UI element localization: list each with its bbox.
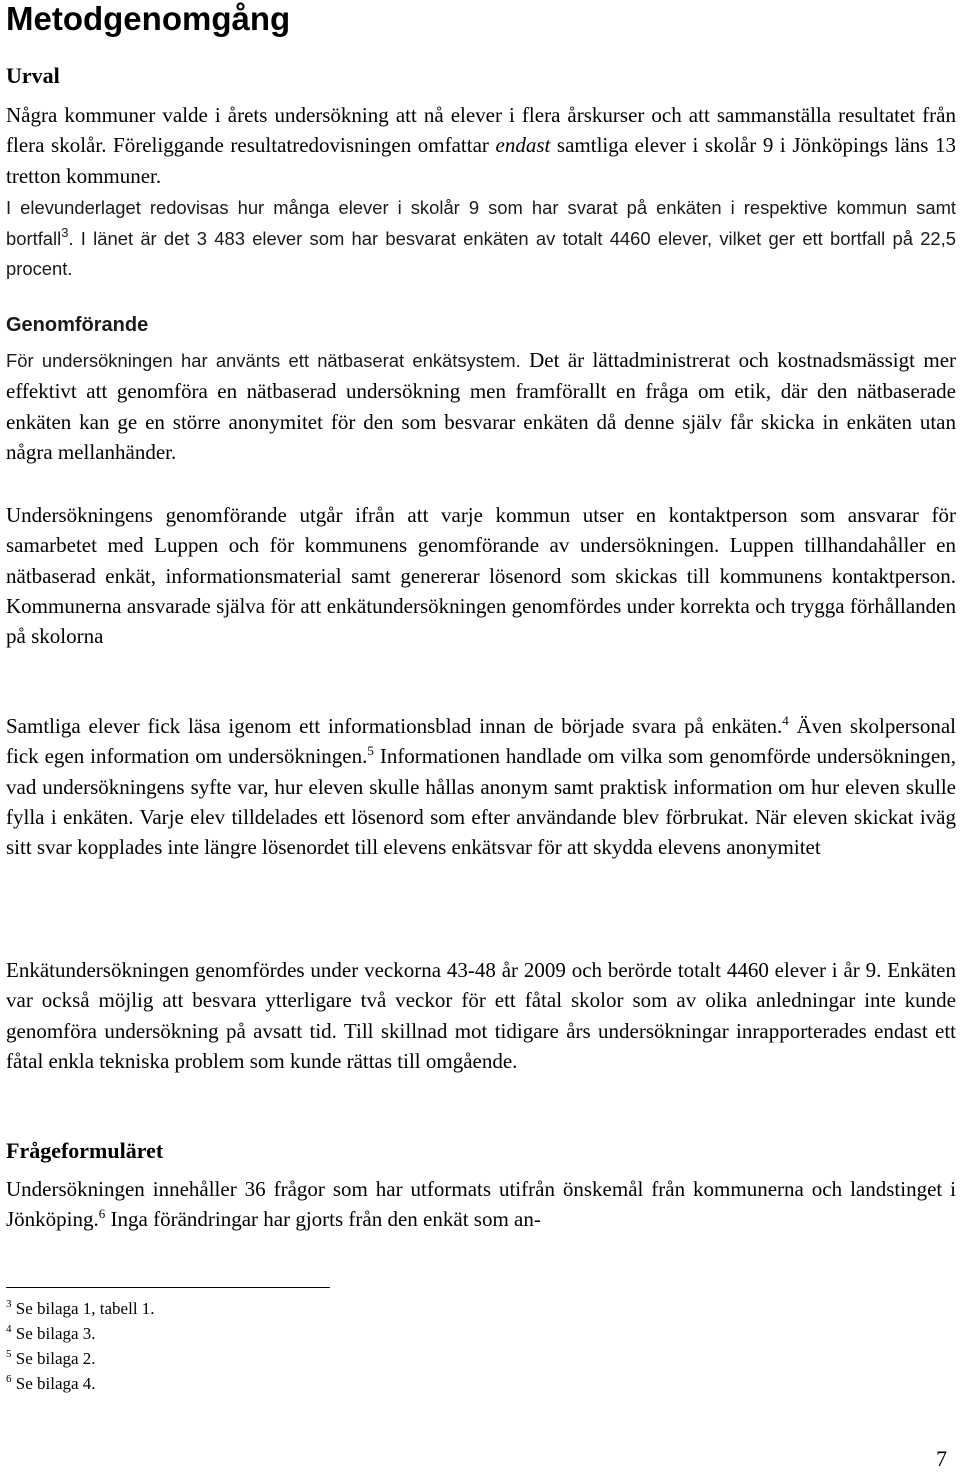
urval-p2-text-1: I elevunderlaget redovisas hur många elever i skolår 9 som har svarat på enkäten i respektive kommun samt bortfall <box>6 197 956 249</box>
footnote-text: Se bilaga 4. <box>11 1374 96 1393</box>
urval-paragraph-2 <box>6 193 956 285</box>
page-title: Metodgenomgång <box>6 0 291 37</box>
footnote-list <box>6 1296 155 1396</box>
genomforande-p1-text-1: För undersökningen har använts ett nätbaserat enkätsystem. <box>6 350 521 371</box>
frageformularet-p1-text-2: Inga förändringar har gjorts från den enkät som an- <box>105 1207 541 1232</box>
genomforande-p3-text-2: Även skolpersonal fick egen information om undersökningen. <box>6 714 956 769</box>
footnote-ref-3[interactable]: 3 <box>61 224 69 240</box>
section-heading-frageformularet: Frågeformuläret <box>6 1138 164 1163</box>
genomforande-paragraph-2: Undersökningens genomförande utgår ifrån att varje kommun utser en kontaktperson som ansvarar för samarbetet med Luppen och för kommunens genomförande av undersökningen. Luppen tillhandahåller en nätbaserad enkät, informationsmaterial samt genererar lösenord som skickas till kommunens kontaktperson. Kommunerna ansvarade själva för att enkätundersökningen genomfördes under korrekta och trygga förhållanden på skolorna <box>6 503 956 649</box>
footnote-number: 3 <box>6 1298 12 1310</box>
footnote-text: Se bilaga 3. <box>11 1324 96 1343</box>
footnote-item <box>6 1321 155 1346</box>
footnote-ref-4[interactable]: 4 <box>782 713 789 728</box>
footnote-text: Se bilaga 2. <box>11 1349 96 1368</box>
urval-p2-text-2: . I länet är det 3 483 elever som har besvarat enkäten av totalt 4460 elever, vilket ger ett bortfall på 22,5 procent. <box>6 227 956 279</box>
footnote-item <box>6 1346 155 1371</box>
footnote-number: 5 <box>6 1348 12 1360</box>
footnote-ref-5[interactable]: 5 <box>367 743 374 759</box>
section-heading-genomforande: Genomförande <box>6 314 149 336</box>
frageformularet-paragraph-1 <box>6 1174 956 1235</box>
page-number: 7 <box>936 1446 947 1471</box>
frageformularet-p1-text-1: Undersökningen innehåller 36 frågor som har utformats utifrån önskemål från kommunerna och landstinget i Jönköping. <box>6 1177 956 1232</box>
footnote-item <box>6 1296 155 1321</box>
urval-paragraph-1 <box>6 100 956 191</box>
genomforande-p3-text-3: Informationen handlade om vilka som genomförde undersökningen, vad undersökningens syfte var, hur eleven skulle hållas anonym samt praktisk information om hur eleven skulle fylla i enkäten. Varje elev tilldelades ett lösenord som efter användande blev förbrukat. När eleven skickat iväg sitt svar kopplades inte längre lösenordet till elevens enkätsvar för att skydda elevens anonymitet <box>6 744 956 860</box>
genomforande-p1-text-2: Det är lättadministrerat och kostnadsmässigt mer effektivt att genomföra en nätbaserad undersökning men framförallt en fråga om etik, där den nätbaserade enkäten kan ge en större anonymitet för den som besvarar enkäten då denne själv får skicka in enkäten utan några mellanhänder. <box>6 348 957 464</box>
urval-p1-text-2: samtliga elever i skolår 9 i Jönköpings läns 13 tretton kommuner. <box>6 133 956 188</box>
genomforande-p3-text-1: Samtliga elever fick läsa igenom ett informationsblad innan de började svara på enkäten. <box>6 714 783 738</box>
genomforande-paragraph-3 <box>6 711 956 862</box>
urval-p1-italic: endast <box>495 133 551 158</box>
section-heading-urval: Urval <box>6 63 60 88</box>
footnote-separator <box>6 1287 330 1288</box>
footnote-number: 4 <box>6 1323 12 1335</box>
urval-p1-text-1: Några kommuner valde i årets undersökning att nå elever i flera årskurser och att sammanställa resultatet från flera skolår. Föreliggande resultatredovisningen omfattar <box>6 103 956 158</box>
footnote-text: Se bilaga 1, tabell 1. <box>11 1299 155 1318</box>
genomforande-paragraph-4: Enkätundersökningen genomfördes under veckorna 43-48 år 2009 och berörde totalt 4460 elever i år 9. Enkäten var också möjlig att besvara ytterligare två veckor för ett fåtal skolor som av olika anledningar inte kunde genomföra undersökning på avsatt tid. Till skillnad mot tidigare års undersökningar inrapporterades endast ett fåtal enkla tekniska problem som kunde rättas till omgående. <box>6 958 956 1073</box>
footnote-number: 6 <box>6 1373 12 1385</box>
footnote-ref-6[interactable]: 6 <box>98 1206 106 1222</box>
footnote-item <box>6 1371 155 1396</box>
genomforande-paragraph-1 <box>6 345 956 467</box>
